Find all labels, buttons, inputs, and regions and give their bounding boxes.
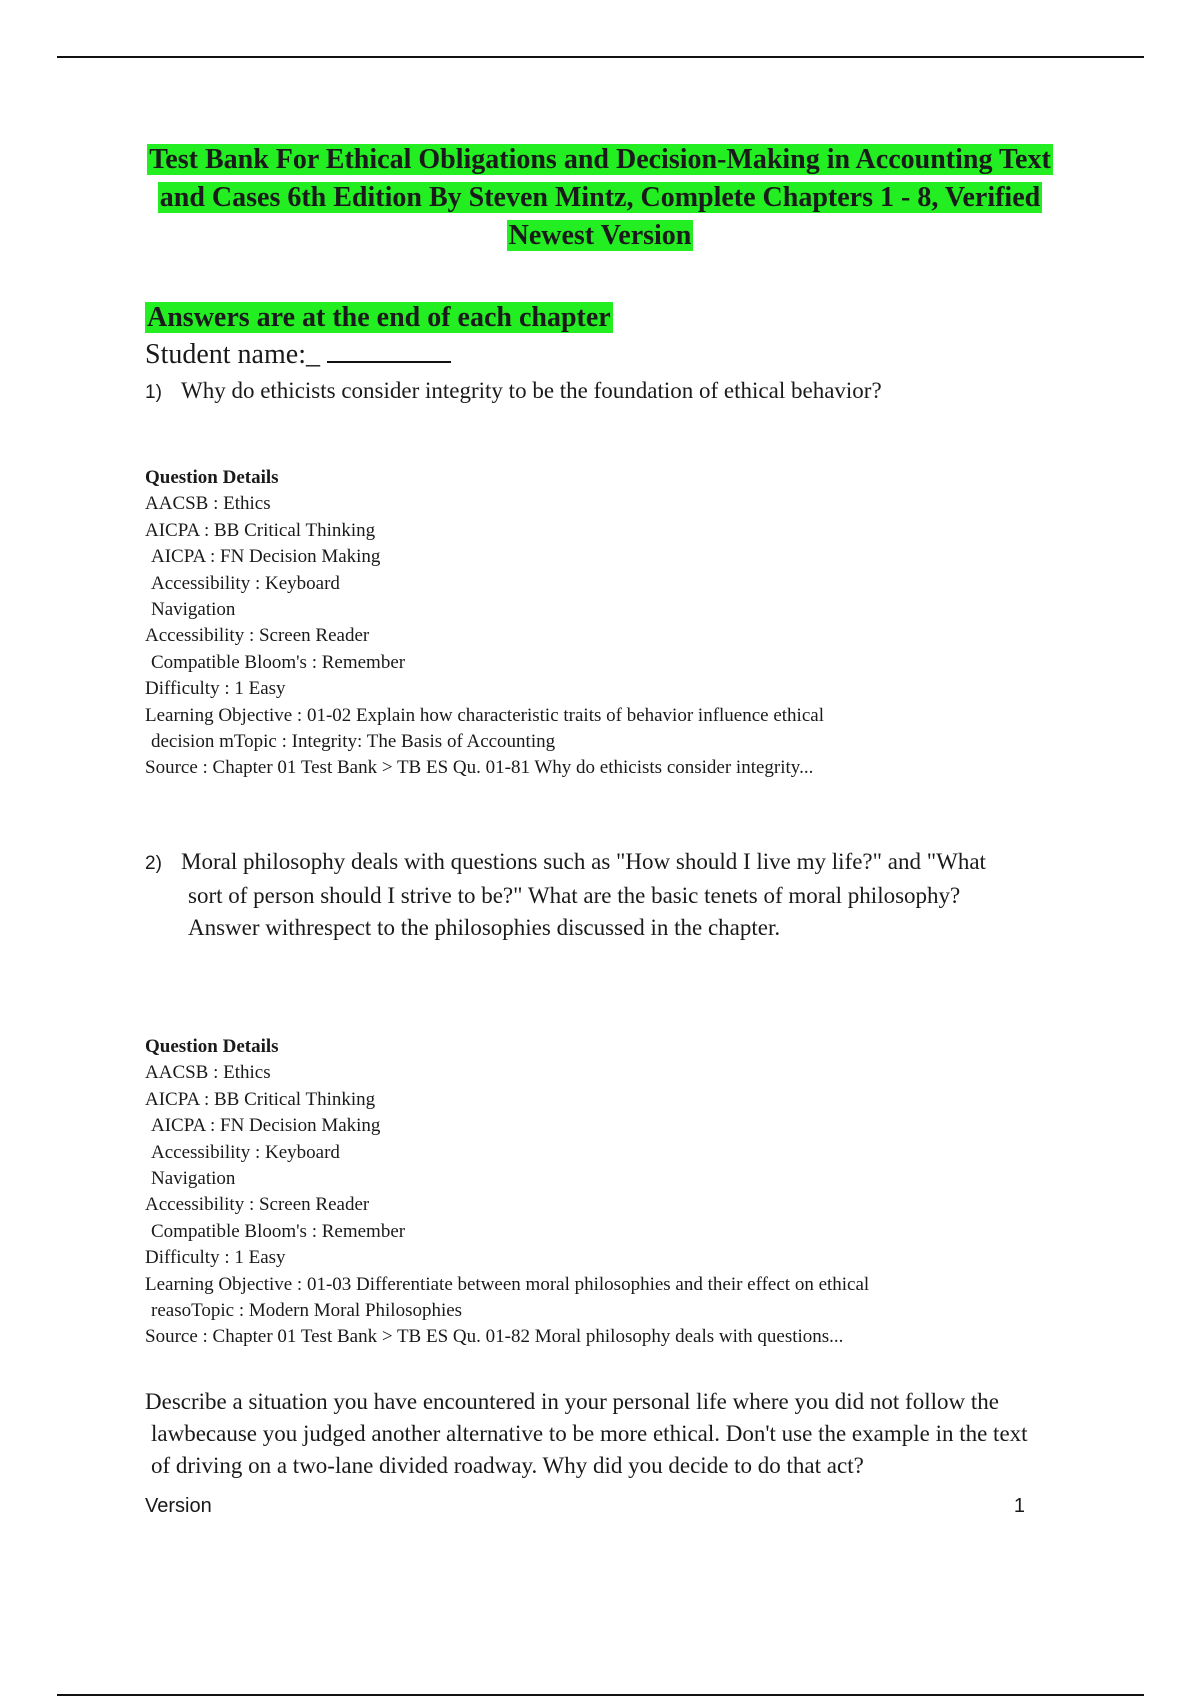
details-line: Difficulty : 1 Easy [145,678,286,700]
details-heading: Question Details [145,467,279,488]
details-line: Compatible Bloom's : Remember [151,651,406,673]
answers-note [145,300,613,336]
student-name-blank [327,337,451,363]
question-text-line: Why do ethicists consider integrity to be the foundation of ethical behavior? [181,378,882,403]
page-number: 1 [1013,1495,1025,1517]
student-name-field [145,337,451,373]
details-line: AACSB : Ethics [145,1062,271,1084]
details-line: decision mTopic : Integrity: The Basis of Accounting [151,731,556,753]
question-2 [145,846,1105,944]
details-line: Learning Objective : 01-02 Explain how characteristic traits of behavior influence ethical [145,704,824,726]
page-footer [145,1495,1025,1518]
details-line: AICPA : FN Decision Making [151,546,381,568]
details-line: Navigation [151,599,236,621]
details-line: Learning Objective : 01-03 Differentiate between moral philosophies and their effect on ethical [145,1273,870,1295]
details-line: Accessibility : Screen Reader [145,625,370,647]
question-2-details [145,1034,1045,1351]
title-line-1: Test Bank For Ethical Obligations and Decision-Making in Accounting Text [149,144,1051,175]
question-text-line: Answer withrespect to the philosophies discussed in the chapter. [188,915,781,940]
details-line: Accessibility : Screen Reader [145,1194,370,1216]
question-number: 2) [145,853,162,874]
document-title [100,141,1100,255]
footer-version: Version [145,1495,212,1517]
details-heading: Question Details [145,1036,279,1057]
question-1 [145,375,1105,409]
situation-line: of driving on a two-lane divided roadway. Why did you decide to do that act? [151,1453,864,1478]
details-line: Navigation [151,1168,236,1190]
situation-line: lawbecause you judged another alternative to be more ethical. Don't use the example in the text [151,1421,1028,1446]
question-text-line: Moral philosophy deals with questions such as "How should I live my life?" and "What [181,849,986,874]
details-line: Compatible Bloom's : Remember [151,1220,406,1242]
title-line-3: Newest Version [508,220,692,251]
details-line: Source : Chapter 01 Test Bank > TB ES Qu. 01-81 Why do ethicists consider integrity... [145,757,814,779]
details-line: Accessibility : Keyboard [151,572,340,594]
details-line: AICPA : BB Critical Thinking [145,1088,376,1110]
question-text-line: sort of person should I strive to be?" What are the basic tenets of moral philosophy? [188,883,961,908]
details-line: Accessibility : Keyboard [151,1141,340,1163]
answers-note-text: Answers are at the end of each chapter [147,302,611,333]
title-line-2: and Cases 6th Edition By Steven Mintz, Complete Chapters 1 - 8, Verified [159,182,1041,213]
details-line: Difficulty : 1 Easy [145,1247,286,1269]
question-number: 1) [145,382,162,403]
details-line: Source : Chapter 01 Test Bank > TB ES Qu. 01-82 Moral philosophy deals with questions... [145,1326,844,1348]
details-line: AICPA : BB Critical Thinking [145,519,376,541]
top-rule [57,56,1144,58]
situation-question [145,1386,1125,1482]
details-line: AACSB : Ethics [145,493,271,515]
question-1-details [145,465,1045,782]
details-line: reasoTopic : Modern Moral Philosophies [151,1300,463,1322]
student-name-label: Student name:_ [145,339,320,370]
situation-line: Describe a situation you have encountered in your personal life where you did not follow the [145,1389,999,1414]
details-line: AICPA : FN Decision Making [151,1115,381,1137]
bottom-rule [57,1694,1144,1696]
